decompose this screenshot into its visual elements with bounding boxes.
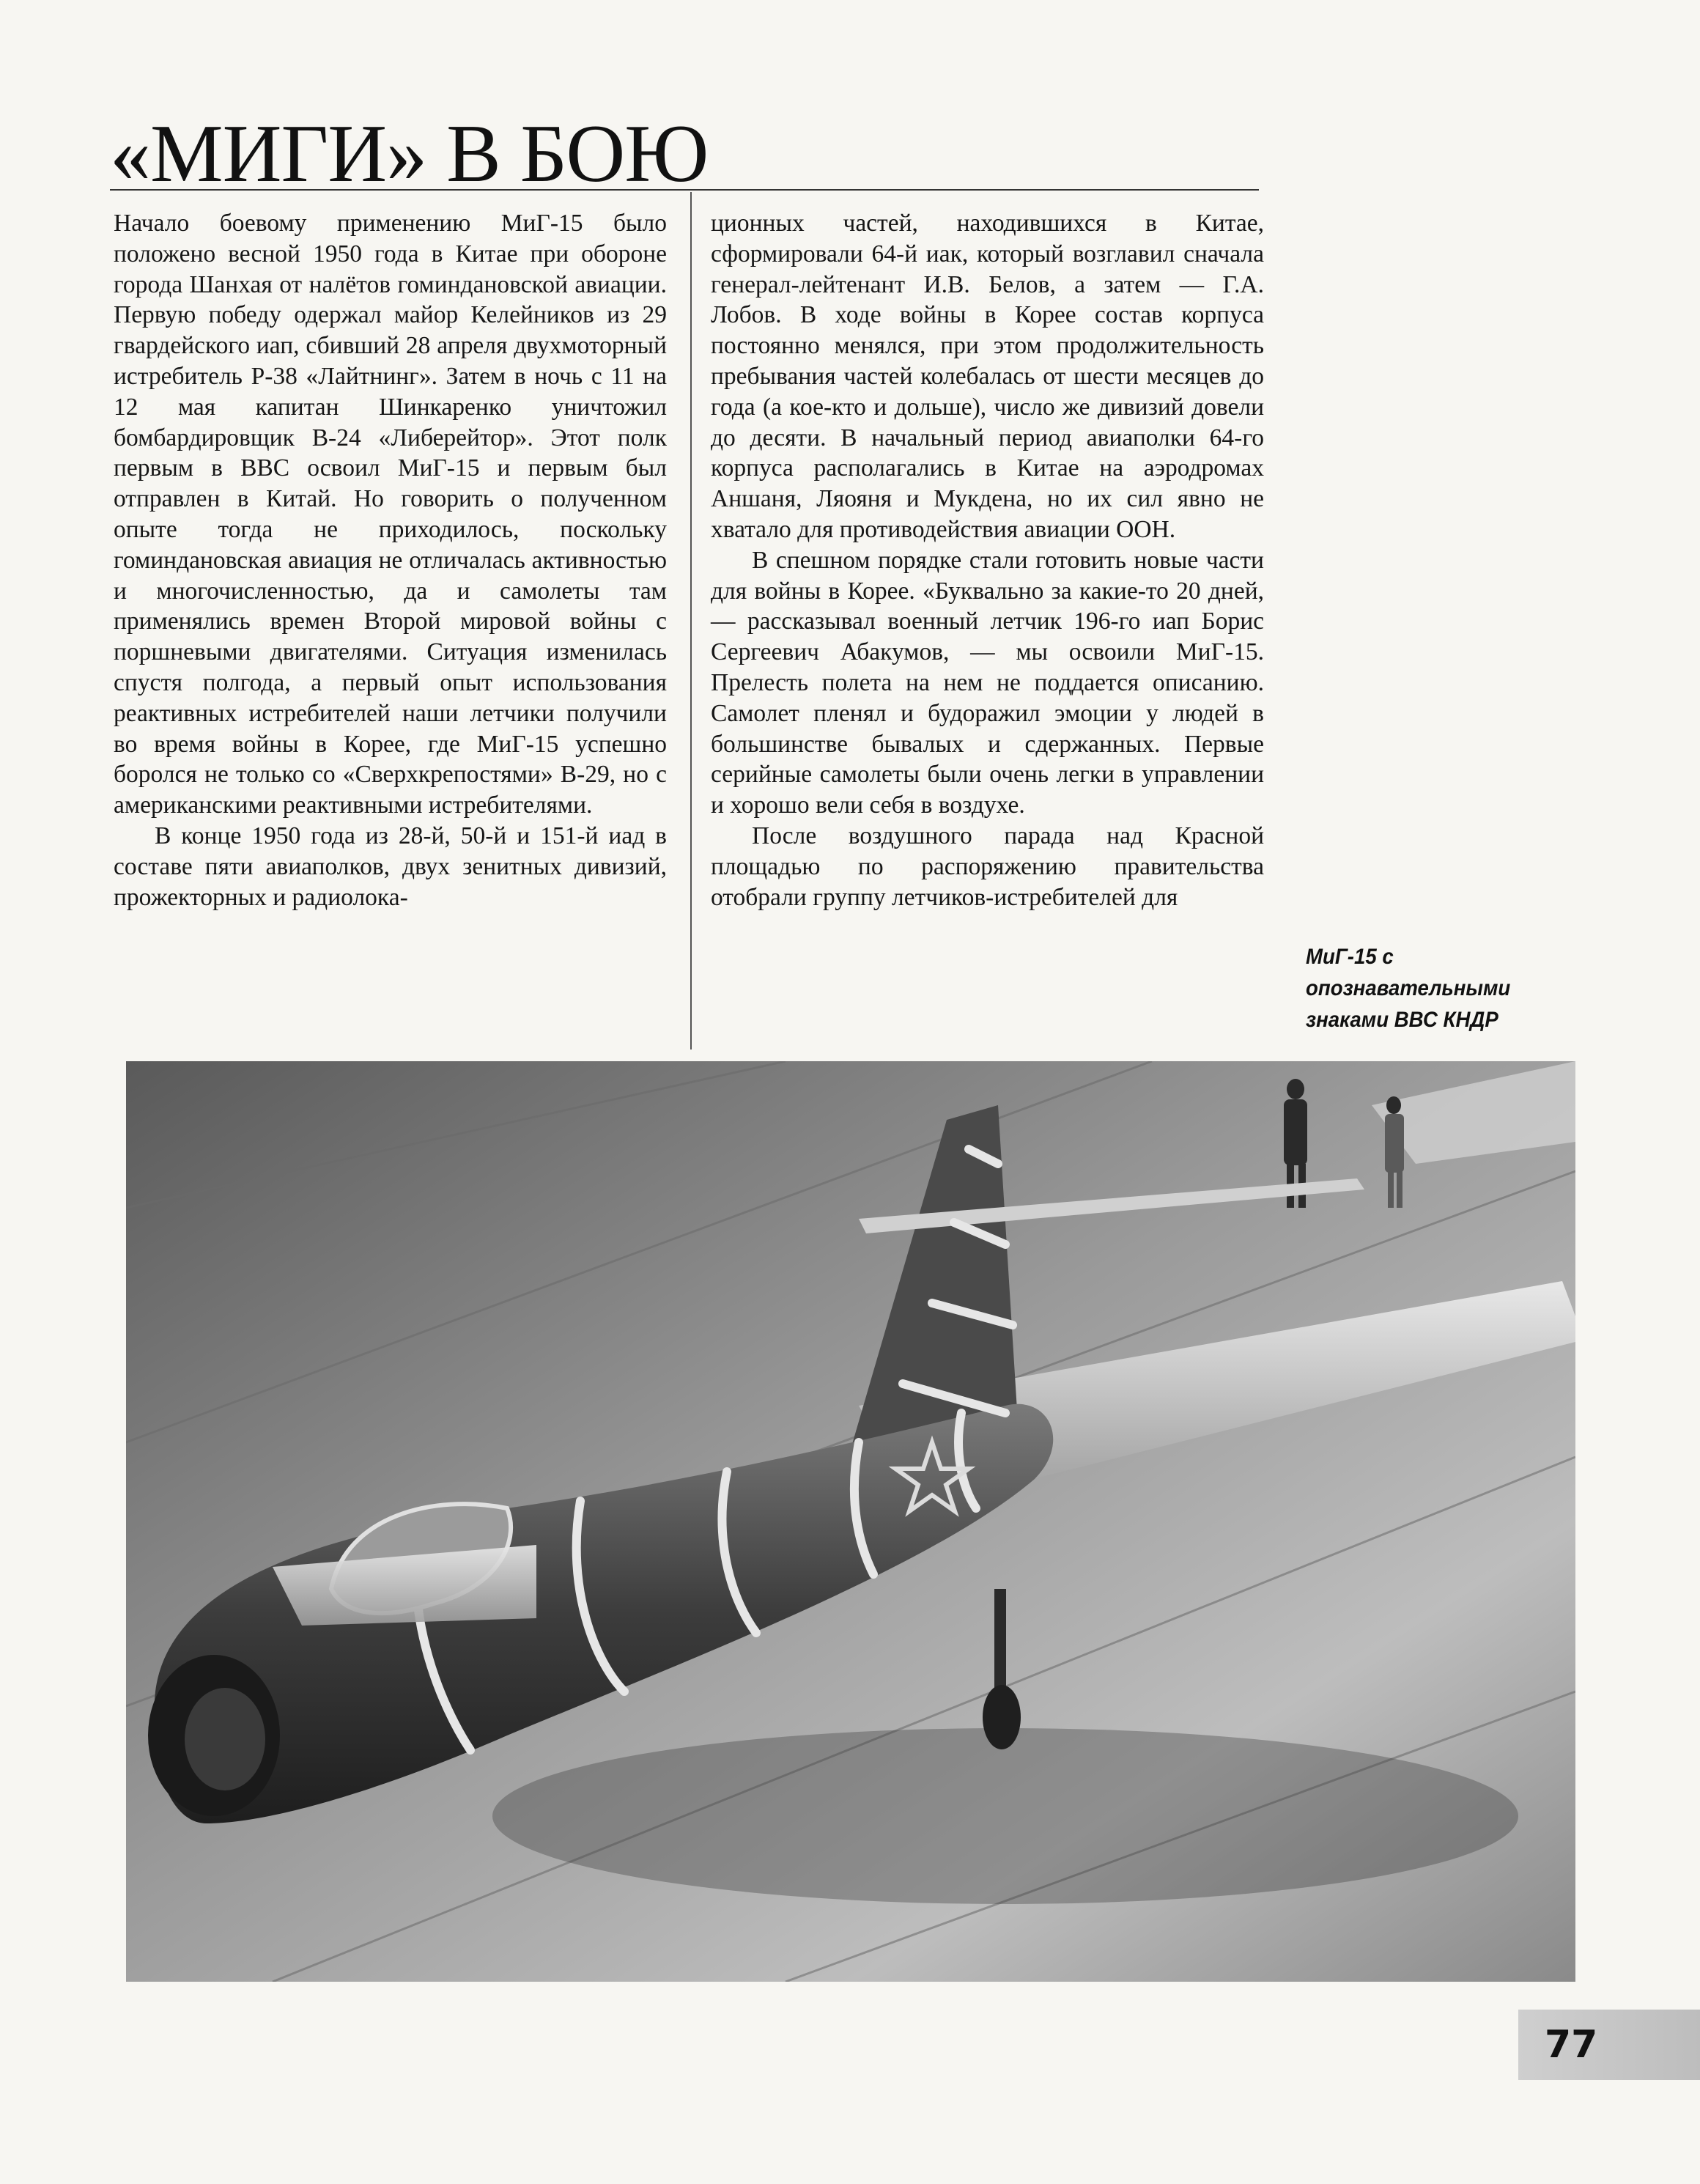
- article-title: «МИГИ» В БОЮ: [110, 108, 709, 199]
- page-number: 77: [1545, 2023, 1598, 2067]
- column-divider: [690, 192, 692, 1049]
- paragraph: В конце 1950 года из 28-й, 50-й и 151-й иад в составе пяти авиаполков, двух зенитных дивизий, прожекторных и радиолока-: [114, 822, 667, 911]
- paragraph: После воздушного парада над Красной площадью по распоряжению правительства отобрали группу летчиков-истребителей для: [711, 822, 1264, 911]
- aircraft-photo: [126, 1061, 1575, 1982]
- photo-caption: МиГ-15 с опознавательными знаками ВВС КНДР: [1306, 945, 1511, 1032]
- text-column-1: [114, 208, 667, 912]
- paragraph: В спешном порядке стали готовить новые части для войны в Корее. «Буквально за какие-то 20 дней, — рассказывал военный летчик 196-го иап Борис Сергеевич Абакумов, — мы освоили МиГ-15. Прелесть полета на нем не поддается описанию. Самолет пленял и будоражил эмоции у людей в большинстве бывалых и сдержанных. Первые серийные самолеты были очень легки в управлении и хорошо вели себя в воздухе.: [711, 546, 1264, 819]
- title-rule: [110, 189, 1259, 191]
- paragraph: Начало боевому применению МиГ-15 было положено весной 1950 года в Китае при обороне города Шанхая от налётов гоминдановской авиации. Первую победу одержал майор Келейников из 29 гвардейского иап, сбивший 28 апреля двухмоторный истребитель Р-38 «Лайтнинг». Затем в ночь с 11 на 12 мая капитан Шинкаренко уничтожил бомбардировщик В-24 «Либерейтор». Этот полк первым в ВВС освоил МиГ-15 и первым был отправлен в Китай. Но говорить о полученном опыте тогда не приходилось, поскольку гоминдановская авиация не отличалась активностью и многочисленностью, да и самолеты там применялись времен Второй мировой войны с поршневыми двигателями. Ситуация изменилась спустя полгода, а первый опыт использования реактивных истребителей наши летчики получили во время войны в Корее, где МиГ-15 успешно боролся не только со «Сверхкрепостями» В-29, но с американскими реактивными истребителями.: [114, 210, 667, 819]
- paragraph: ционных частей, находившихся в Китае, сформировали 64-й иак, который возглавил сначала генерал-лейтенант И.В. Белов, а затем — Г.А. Лобов. В ходе войны в Корее состав корпуса постоянно менялся, при этом продолжительность пребывания частей колебалась от шести месяцев до года (а кое-кто и дольше), число же дивизий довели до десяти. В начальный период авиаполки 64-го корпуса располагались в Китае на аэродромах Аншаня, Ляояня и Мукдена, но их сил явно не хватало для противодействия авиации ООН.: [711, 210, 1264, 543]
- text-column-2: [711, 208, 1264, 912]
